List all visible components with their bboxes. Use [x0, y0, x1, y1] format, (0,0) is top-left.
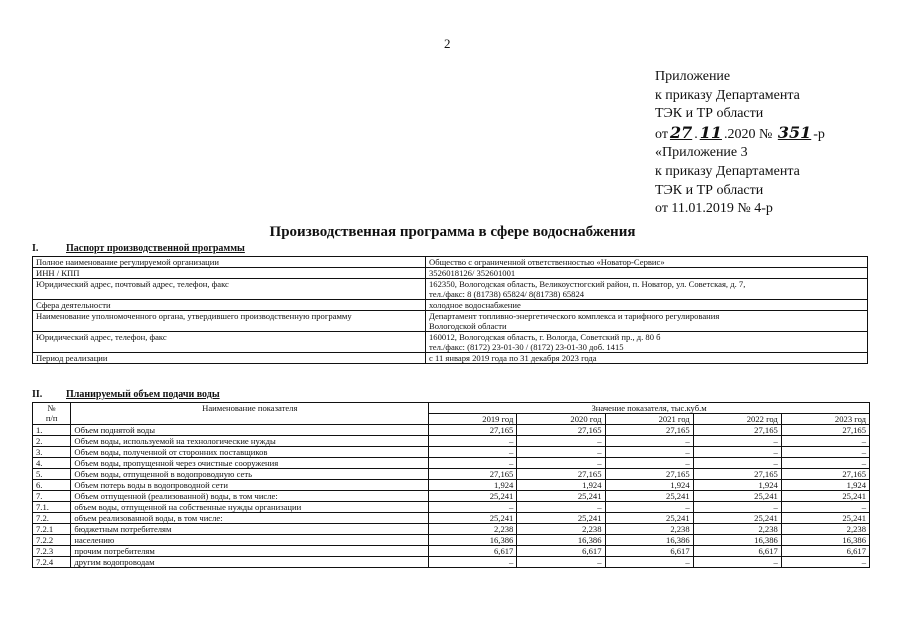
page-number: 2 [444, 36, 451, 51]
table-row [33, 546, 870, 557]
value-cell: 2,238 [781, 524, 869, 535]
handwritten-month: 11 [699, 122, 722, 142]
appendix-block [655, 68, 825, 219]
value-cell: – [429, 557, 517, 568]
header-value: Значение показателя, тыс.куб.м [429, 403, 870, 414]
date-separator: . [694, 126, 698, 142]
value-cell: – [781, 557, 869, 568]
value-cell: 27,165 [605, 425, 693, 436]
value-cell: 27,165 [781, 469, 869, 480]
order-suffix: -р [813, 126, 825, 142]
passport-value-line: 3526018126/ 352601001 [429, 268, 516, 278]
value-cell: – [693, 447, 781, 458]
row-number: 3. [33, 447, 71, 458]
value-cell: 25,241 [517, 513, 605, 524]
value-cell: – [781, 436, 869, 447]
indicator-name: Объем поднятой воды [71, 425, 429, 436]
table-row [33, 513, 870, 524]
value-cell: – [781, 502, 869, 513]
value-cell: – [693, 436, 781, 447]
document-title: Производственная программа в сфере водоснабжения [269, 224, 636, 240]
appendix-line: Приложение [655, 69, 731, 84]
value-cell: 6,617 [781, 546, 869, 557]
value-cell: – [605, 458, 693, 469]
passport-row [33, 300, 868, 311]
value-cell: – [517, 502, 605, 513]
passport-label: Наименование уполномоченного органа, утвердившего производственную программу [33, 311, 426, 332]
header-number-line2: п/п [45, 413, 58, 423]
passport-row [33, 311, 868, 332]
value-cell: 16,386 [693, 535, 781, 546]
value-cell: – [693, 557, 781, 568]
passport-table [32, 256, 868, 364]
value-cell: 27,165 [517, 469, 605, 480]
passport-value [426, 300, 868, 311]
value-cell: 16,386 [781, 535, 869, 546]
passport-value [426, 332, 868, 353]
value-cell: 6,617 [605, 546, 693, 557]
passport-value [426, 268, 868, 279]
value-cell: – [517, 447, 605, 458]
passport-row [33, 257, 868, 268]
indicator-name: объем реализованной воды, в том числе: [71, 513, 429, 524]
passport-value [426, 279, 868, 300]
row-number: 7.2.3 [33, 546, 71, 557]
appendix-line: к приказу Департамента [655, 163, 800, 179]
passport-value-line: 162350, Вологодская область, Великоустюгский район, п. Новатор, ул. Советская, д. 7, [429, 279, 746, 289]
header-number-line1: № [47, 403, 56, 413]
date-prefix: от [655, 126, 668, 142]
indicator-name: Объем воды, полученной от сторонних поставщиков [71, 447, 429, 458]
year-header: 2020 год [517, 414, 605, 425]
value-cell: 1,924 [605, 480, 693, 491]
value-cell: 6,617 [693, 546, 781, 557]
passport-value-line: 160012, Вологодская область, г. Вологда, Советский пр., д. 80 б [429, 332, 661, 342]
header-number [33, 403, 71, 425]
passport-label: Юридический адрес, почтовый адрес, телефон, факс [33, 279, 426, 300]
indicator-name: Объем отпущенной (реализованной) воды, в том числе: [71, 491, 429, 502]
value-cell: – [781, 458, 869, 469]
row-number: 6. [33, 480, 71, 491]
passport-label: Юридический адрес, телефон, факс [33, 332, 426, 353]
value-cell: 16,386 [517, 535, 605, 546]
row-number: 7.1. [33, 502, 71, 513]
passport-value-line: тел./факс: 8 (81738) 65824/ 8(81738) 65824 [429, 289, 585, 299]
passport-row [33, 279, 868, 300]
value-cell: 2,238 [517, 524, 605, 535]
value-cell: 25,241 [693, 513, 781, 524]
value-cell: 25,241 [693, 491, 781, 502]
value-cell: 25,241 [429, 513, 517, 524]
appendix-line: от 11.01.2019 № 4-р [655, 201, 773, 217]
value-cell: 27,165 [605, 469, 693, 480]
table-row [33, 469, 870, 480]
table-row [33, 436, 870, 447]
value-cell: 2,238 [429, 524, 517, 535]
value-cell: 2,238 [605, 524, 693, 535]
handwritten-order-number: 351 [777, 122, 812, 142]
row-number: 7. [33, 491, 71, 502]
table-row [33, 502, 870, 513]
value-cell: 6,617 [517, 546, 605, 557]
year-header: 2021 год [605, 414, 693, 425]
passport-value-line: с 11 января 2019 года по 31 декабря 2023 года [429, 353, 597, 363]
value-cell: 6,617 [429, 546, 517, 557]
value-cell: 1,924 [693, 480, 781, 491]
value-cell: – [429, 447, 517, 458]
value-cell: – [605, 436, 693, 447]
handwritten-day: 27 [669, 122, 693, 142]
passport-label: Период реализации [33, 353, 426, 364]
value-cell: – [429, 458, 517, 469]
row-number: 7.2. [33, 513, 71, 524]
value-cell: 25,241 [781, 491, 869, 502]
passport-value-line: Департамент топливно-энергетического комплекса и тарифного регулирования [429, 311, 720, 321]
indicator-name: Объем воды, пропущенной через очистные сооружения [71, 458, 429, 469]
year-header: 2023 год [781, 414, 869, 425]
value-cell: – [693, 458, 781, 469]
table-row [33, 425, 870, 436]
value-cell: 27,165 [517, 425, 605, 436]
section-title: Паспорт производственной программы [66, 243, 245, 254]
passport-value [426, 311, 868, 332]
passport-value-line: холодное водоснабжение [429, 300, 521, 310]
indicator-name: населению [71, 535, 429, 546]
appendix-line: «Приложение 3 [655, 145, 748, 161]
value-cell: 27,165 [693, 469, 781, 480]
indicator-name: бюджетным потребителям [71, 524, 429, 535]
value-cell: 25,241 [429, 491, 517, 502]
indicator-name: другим водопроводам [71, 557, 429, 568]
value-cell: 1,924 [517, 480, 605, 491]
year-header: 2019 год [429, 414, 517, 425]
section-title: Планируемый объем подачи воды [66, 389, 220, 400]
indicator-name: прочим потребителям [71, 546, 429, 557]
table-row [33, 480, 870, 491]
section-number: II. [32, 389, 43, 400]
value-cell: 25,241 [781, 513, 869, 524]
value-cell: 25,241 [605, 513, 693, 524]
passport-value [426, 257, 868, 268]
passport-label: Полное наименование регулируемой организации [33, 257, 426, 268]
value-cell: 16,386 [605, 535, 693, 546]
passport-row [33, 353, 868, 364]
appendix-date-line [655, 124, 825, 145]
value-cell: 25,241 [605, 491, 693, 502]
value-cell: 27,165 [429, 425, 517, 436]
table-row [33, 535, 870, 546]
section-1-heading [32, 243, 245, 254]
year-text: .2020 № [723, 126, 773, 142]
header-indicator-name: Наименование показателя [71, 403, 429, 425]
value-cell: – [605, 447, 693, 458]
value-cell: – [517, 458, 605, 469]
value-cell: 27,165 [429, 469, 517, 480]
indicator-name: Объем потерь воды в водопроводной сети [71, 480, 429, 491]
value-cell: 2,238 [693, 524, 781, 535]
row-number: 1. [33, 425, 71, 436]
value-cell: 1,924 [781, 480, 869, 491]
passport-row [33, 332, 868, 353]
indicator-name: Объем воды, отпущенной в водопроводную сеть [71, 469, 429, 480]
row-number: 7.2.4 [33, 557, 71, 568]
appendix-line: ТЭК и ТР области [655, 106, 764, 122]
value-cell: – [781, 447, 869, 458]
value-cell: 16,386 [429, 535, 517, 546]
table-row [33, 447, 870, 458]
year-header: 2022 год [693, 414, 781, 425]
passport-value [426, 353, 868, 364]
value-cell: 27,165 [693, 425, 781, 436]
value-cell: – [605, 502, 693, 513]
value-cell: – [517, 436, 605, 447]
value-cell: – [605, 557, 693, 568]
table-row [33, 491, 870, 502]
value-cell: – [517, 557, 605, 568]
passport-value-line: Вологодской области [429, 321, 507, 331]
passport-value-line: тел./факс: (8172) 23-01-30 / (8172) 23-01-30 доб. 1415 [429, 342, 624, 352]
table-row [33, 557, 870, 568]
indicator-name: Объем воды, используемой на технологические нужды [71, 436, 429, 447]
row-number: 7.2.2 [33, 535, 71, 546]
row-number: 4. [33, 458, 71, 469]
value-cell: – [693, 502, 781, 513]
table-row [33, 458, 870, 469]
table-row [33, 524, 870, 535]
volume-table [32, 402, 870, 568]
value-cell: 25,241 [517, 491, 605, 502]
appendix-line: к приказу Департамента [655, 87, 800, 103]
passport-value-line: Общество с ограниченной ответственностью «Новатор-Сервис» [429, 257, 665, 267]
value-cell: 1,924 [429, 480, 517, 491]
value-cell: – [429, 436, 517, 447]
row-number: 2. [33, 436, 71, 447]
value-cell: – [429, 502, 517, 513]
section-number: I. [32, 243, 39, 254]
row-number: 7.2.1 [33, 524, 71, 535]
row-number: 5. [33, 469, 71, 480]
value-cell: 27,165 [781, 425, 869, 436]
passport-label: ИНН / КПП [33, 268, 426, 279]
passport-row [33, 268, 868, 279]
indicator-name: объем воды, отпущенной на собственные нужды организации [71, 502, 429, 513]
section-2-heading [32, 389, 220, 400]
appendix-line: ТЭК и ТР области [655, 182, 764, 198]
passport-label: Сфера деятельности [33, 300, 426, 311]
